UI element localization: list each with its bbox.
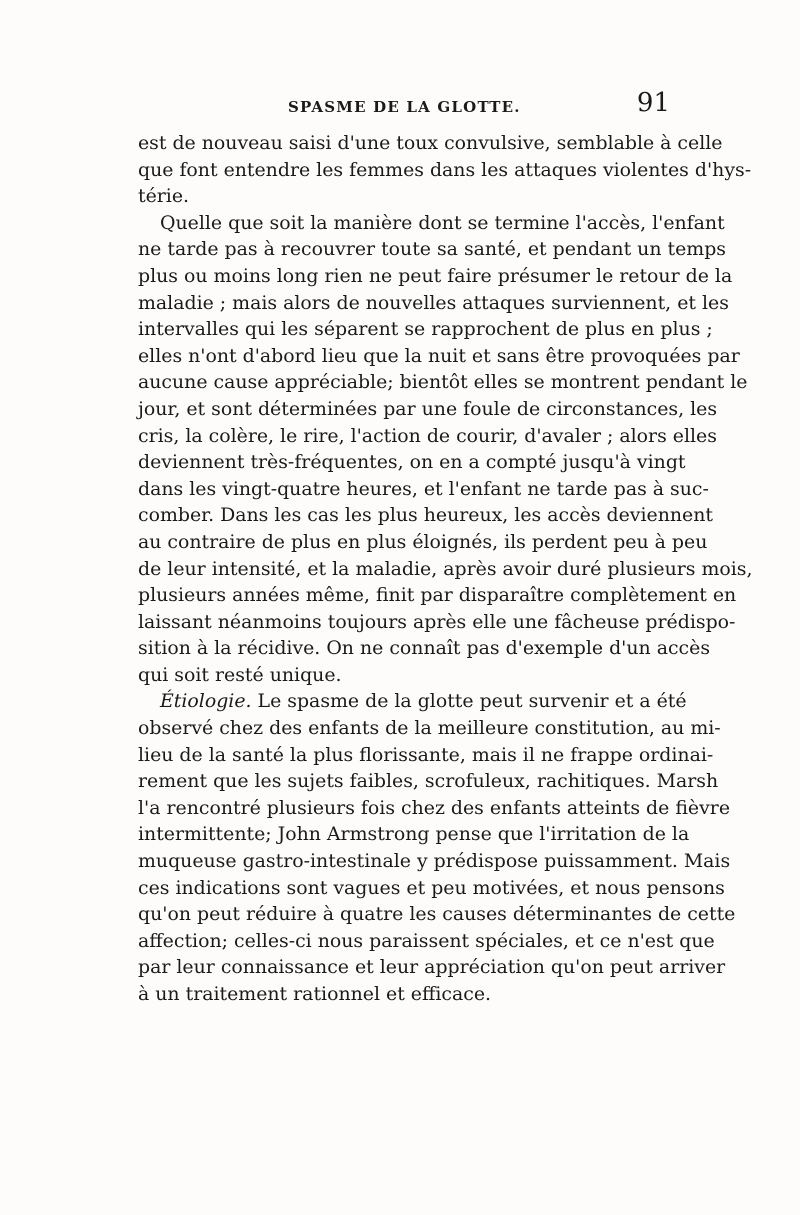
paragraph-3: [138, 688, 736, 1007]
page-body: [138, 130, 753, 1008]
text-line: de leur intensité, et la maladie, après avoir duré plusieurs mois,: [138, 557, 753, 580]
text-line: maladie ; mais alors de nouvelles attaques surviennent, et les: [138, 291, 729, 314]
text-line: elles n'ont d'abord lieu que la nuit et sans être provoquées par: [138, 344, 740, 367]
text-line: dans les vingt-quatre heures, et l'enfant ne tarde pas à suc-: [138, 477, 709, 500]
text-line: intervalles qui les séparent se rapprochent de plus en plus ;: [138, 318, 713, 341]
text-line: l'a rencontré plusieurs fois chez des enfants atteints de fièvre: [138, 796, 730, 819]
text-line: lieu de la santé la plus florissante, mais il ne frappe ordinai-: [138, 743, 714, 766]
text-line: par leur connaissance et leur appréciation qu'on peut arriver: [138, 956, 726, 979]
page-header: [140, 88, 670, 128]
page-number: 91: [636, 88, 670, 118]
text-line: deviennent très-fréquentes, on en a compté jusqu'à vingt: [138, 451, 686, 474]
text-line: plus ou moins long rien ne peut faire présumer le retour de la: [138, 264, 733, 287]
text-line-continuation: Le spasme de la glotte peut survenir et a été: [251, 690, 687, 713]
text-line: jour, et sont déterminées par une foule de circonstances, les: [138, 397, 718, 420]
text-line: laissant néanmoins toujours après elle une fâcheuse prédispo-: [138, 610, 736, 633]
text-line: aucune cause appréciable; bientôt elles se montrent pendant le: [138, 371, 748, 394]
text-line: intermittente; John Armstrong pense que l'irritation de la: [138, 823, 690, 846]
text-line: que font entendre les femmes dans les attaques violentes d'hys-: [138, 158, 752, 181]
running-title: SPASME DE LA GLOTTE.: [288, 98, 521, 116]
text-line: à un traitement rationnel et efficace.: [138, 983, 492, 1005]
text-line: muqueuse gastro-intestinale y prédispose puissamment. Mais: [138, 850, 731, 873]
section-heading-etiologie: Étiologie.: [160, 690, 252, 713]
paragraph-2: [138, 210, 753, 689]
text-line: ces indications sont vagues et peu motivées, et nous pensons: [138, 876, 725, 899]
text-line: ne tarde pas à recouvrer toute sa santé, et pendant un temps: [138, 238, 726, 261]
text-line: plusieurs années même, finit par disparaître complètement en: [138, 584, 737, 607]
text-line: térie.: [138, 185, 190, 208]
text-line: sition à la récidive. On ne connaît pas d'exemple d'un accès: [138, 637, 711, 660]
text-line: au contraire de plus en plus éloignés, ils perdent peu à peu: [138, 530, 708, 553]
text-line: rement que les sujets faibles, scrofuleux, rachitiques. Marsh: [138, 770, 719, 793]
text-line: [138, 688, 687, 715]
text-line: qu'on peut réduire à quatre les causes déterminantes de cette: [138, 903, 736, 926]
text-line: comber. Dans les cas les plus heureux, les accès deviennent: [138, 504, 713, 527]
text-line: observé chez des enfants de la meilleure constitution, au mi-: [138, 717, 721, 740]
text-line: est de nouveau saisi d'une toux convulsive, semblable à celle: [138, 132, 723, 154]
text-line: Quelle que soit la manière dont se termine l'accès, l'enfant: [160, 211, 725, 234]
text-line: affection; celles-ci nous paraissent spéciales, et ce n'est que: [138, 929, 715, 952]
text-line: qui soit resté unique.: [138, 663, 342, 686]
paragraph-1: [138, 130, 752, 210]
text-line: cris, la colère, le rire, l'action de courir, d'avaler ; alors elles: [138, 424, 717, 447]
